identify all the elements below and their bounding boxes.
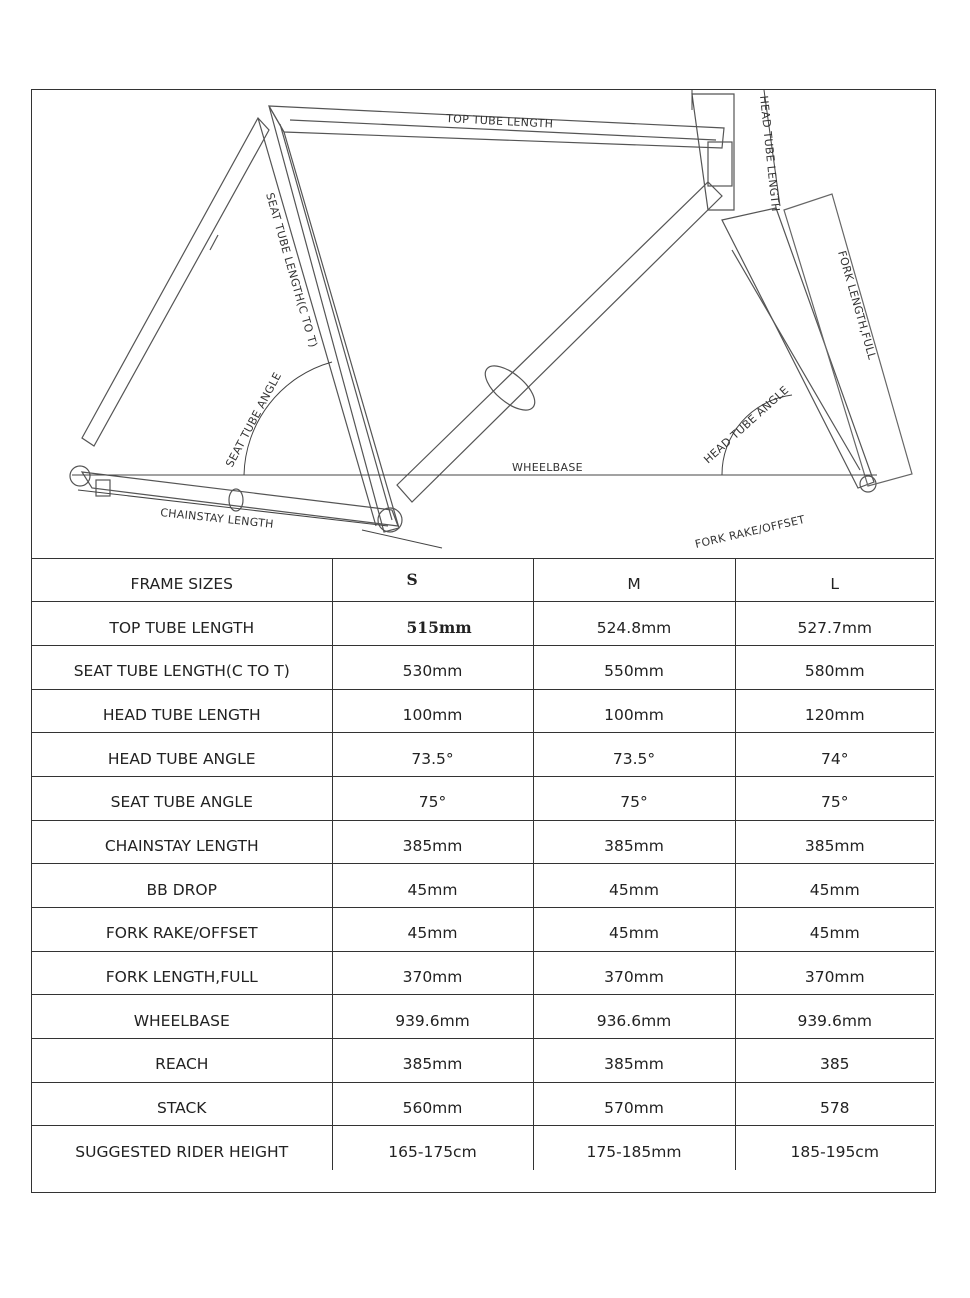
- frame-diagram: [32, 90, 934, 559]
- value-s: 385mm: [332, 1039, 533, 1083]
- row-label: SUGGESTED RIDER HEIGHT: [32, 1126, 332, 1170]
- table-header-row: [32, 558, 934, 602]
- value-m: 524.8mm: [533, 602, 735, 646]
- row-label: TOP TUBE LENGTH: [32, 602, 332, 646]
- value-l: 120mm: [735, 689, 934, 733]
- row-label: REACH: [32, 1039, 332, 1083]
- value-s: 45mm: [332, 908, 533, 952]
- head-tube-length-label: HEAD TUBE LENGTH: [757, 94, 783, 213]
- value-l: 74°: [735, 733, 934, 777]
- value-l: 75°: [735, 776, 934, 820]
- value-s: 515mm: [332, 602, 533, 646]
- value-m: 45mm: [533, 864, 735, 908]
- value-s: 75°: [332, 776, 533, 820]
- rear-dropout-shape: [70, 466, 90, 486]
- table-row: [32, 1126, 934, 1170]
- header-size-s: S: [332, 558, 533, 602]
- value-l: 185-195cm: [735, 1126, 934, 1170]
- value-s: 45mm: [332, 864, 533, 908]
- value-m: 550mm: [533, 645, 735, 689]
- value-s: 165-175cm: [332, 1126, 533, 1170]
- value-l: 385mm: [735, 820, 934, 864]
- value-m: 75°: [533, 776, 735, 820]
- header-size-m: M: [533, 558, 735, 602]
- value-l: 580mm: [735, 645, 934, 689]
- value-l: 370mm: [735, 951, 934, 995]
- value-m: 370mm: [533, 951, 735, 995]
- header-size-l: L: [735, 558, 934, 602]
- value-m: 175-185mm: [533, 1126, 735, 1170]
- table-row: [32, 689, 934, 733]
- seat-tube-shape: [269, 106, 399, 532]
- seat-tube-angle-label: SEAT TUBE ANGLE: [223, 370, 285, 470]
- table-row: [32, 733, 934, 777]
- value-m: 100mm: [533, 689, 735, 733]
- head-tube-angle-label: HEAD TUBE ANGLE: [701, 383, 792, 467]
- row-label: WHEELBASE: [32, 995, 332, 1039]
- row-label: BB DROP: [32, 864, 332, 908]
- table-row: [32, 1082, 934, 1126]
- frame-size-table: [32, 558, 934, 1170]
- head-tube-shape: [692, 94, 734, 210]
- table-row: [32, 995, 934, 1039]
- row-label: STACK: [32, 1082, 332, 1126]
- value-s: 370mm: [332, 951, 533, 995]
- row-label: SEAT TUBE ANGLE: [32, 776, 332, 820]
- frame-drawing: [32, 90, 934, 558]
- value-m: 385mm: [533, 820, 735, 864]
- value-m: 936.6mm: [533, 995, 735, 1039]
- value-m: 570mm: [533, 1082, 735, 1126]
- value-m: 385mm: [533, 1039, 735, 1083]
- table-row: [32, 820, 934, 864]
- table-row: [32, 1039, 934, 1083]
- table-row: [32, 602, 934, 646]
- row-label: SEAT TUBE LENGTH(C TO T): [32, 645, 332, 689]
- value-l: 45mm: [735, 908, 934, 952]
- row-label: HEAD TUBE LENGTH: [32, 689, 332, 733]
- row-label: FORK LENGTH,FULL: [32, 951, 332, 995]
- row-label: CHAINSTAY LENGTH: [32, 820, 332, 864]
- value-s: 73.5°: [332, 733, 533, 777]
- top-tube-label: TOP TUBE LENGTH: [445, 112, 554, 131]
- row-label: HEAD TUBE ANGLE: [32, 733, 332, 777]
- cable-port-shape: [478, 358, 542, 418]
- value-s: 939.6mm: [332, 995, 533, 1039]
- fork-length-box: [784, 194, 912, 486]
- fork-length-label: FORK LENGTH,FULL: [835, 249, 879, 362]
- value-l: 939.6mm: [735, 995, 934, 1039]
- value-l: 385: [735, 1039, 934, 1083]
- row-label: FORK RAKE/OFFSET: [32, 908, 332, 952]
- down-tube-shape: [397, 182, 722, 502]
- table-row: [32, 951, 934, 995]
- value-l: 45mm: [735, 864, 934, 908]
- value-s: 530mm: [332, 645, 533, 689]
- header-label: FRAME SIZES: [32, 558, 332, 602]
- fork-rake-label: FORK RAKE/OFFSET: [693, 512, 807, 551]
- table-row: [32, 908, 934, 952]
- fork-shape: [722, 208, 874, 488]
- geometry-sheet: [31, 89, 936, 1193]
- seat-tube-length-label: SEAT TUBE LENGTH(C TO T): [263, 191, 320, 350]
- chainstay-label: CHAINSTAY LENGTH: [159, 506, 275, 531]
- value-l: 527.7mm: [735, 602, 934, 646]
- value-s: 100mm: [332, 689, 533, 733]
- value-l: 578: [735, 1082, 934, 1126]
- table-row: [32, 776, 934, 820]
- value-s: 560mm: [332, 1082, 533, 1126]
- table-row: [32, 864, 934, 908]
- table-row: [32, 645, 934, 689]
- value-m: 45mm: [533, 908, 735, 952]
- value-s: 385mm: [332, 820, 533, 864]
- seat-stay-shape: [82, 118, 269, 446]
- value-m: 73.5°: [533, 733, 735, 777]
- wheelbase-label: WHEELBASE: [512, 461, 583, 474]
